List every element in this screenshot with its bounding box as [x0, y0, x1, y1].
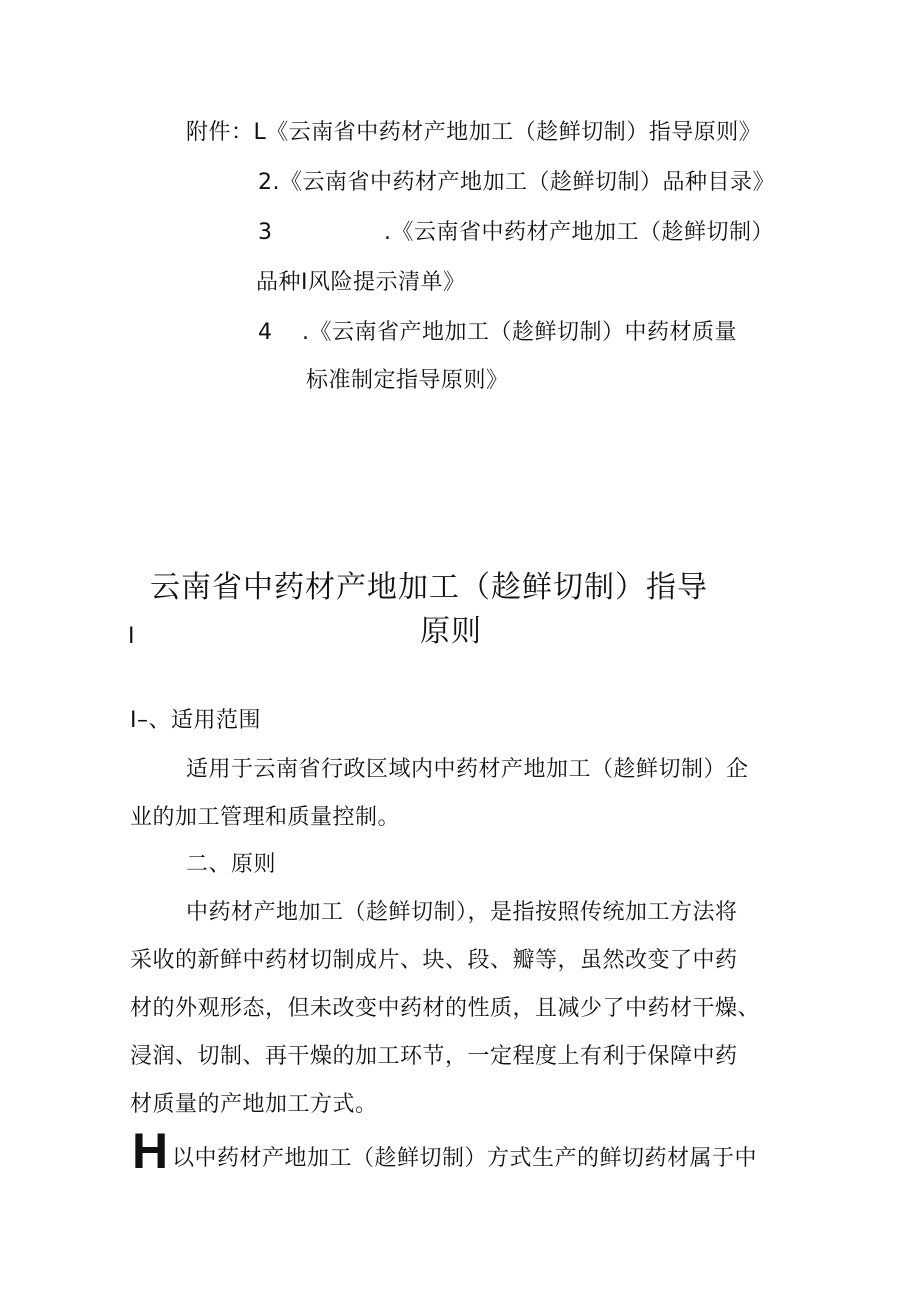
attachment-4-text: .《云南省产地加工（趁鲜切制）中药材质量: [302, 320, 737, 345]
attachment-2: [258, 168, 775, 198]
attachment-1-number: 附件：L: [186, 120, 267, 145]
attachment-3-text: .《云南省中药材产地加工（趁鲜切制）: [384, 220, 774, 245]
section2-heading: 二、原则: [186, 852, 277, 877]
section2-line1: 中药材产地加工（趁鲜切制），是指按照传统加工方法将: [186, 900, 738, 925]
section1-heading: I–、适用范围: [130, 708, 261, 733]
attachment-1: [186, 118, 761, 148]
section1-line2: 业的加工管理和质量控制。: [130, 805, 401, 830]
last-line: 以中药材产地加工（趁鲜切制）方式生产的鲜切药材属于中: [172, 1146, 758, 1171]
attachment-3-continuation: 品种I风险提示清单》: [256, 270, 466, 295]
attachment-3-number: 3: [258, 220, 273, 245]
attachment-2-number: 2.: [258, 170, 280, 195]
big-letter-h: H: [132, 1123, 169, 1179]
attachment-2-text: 《云南省中药材产地加工（趁鲜切制）品种目录》: [280, 170, 776, 195]
attachment-4-continuation: 标准制定指导原则》: [306, 368, 509, 393]
section2-line2: 采收的新鲜中药材切制成片、块、段、瓣等，虽然改变了中药: [130, 948, 738, 973]
section1-line1: 适用于云南省行政区域内中药材产地加工（趁鲜切制）企: [186, 757, 749, 782]
section2-line5: 材质量的产地加工方式。: [130, 1092, 378, 1117]
attachment-4-number: 4: [258, 320, 273, 345]
attachment-1-text: 《云南省中药材产地加工（趁鲜切制）指导原则》: [266, 120, 762, 145]
document-title-line2: 原则: [420, 614, 482, 649]
title-mark: I: [128, 624, 135, 649]
section2-line3: 材的外观形态，但未改变中药材的性质，且减少了中药材干燥、: [130, 996, 761, 1021]
section2-line4: 浸润、切制、再干燥的加工环节，一定程度上有利于保障中药: [130, 1044, 738, 1069]
document-title-line1: 云南省中药材产地加工（趁鲜切制）指导: [150, 570, 708, 605]
